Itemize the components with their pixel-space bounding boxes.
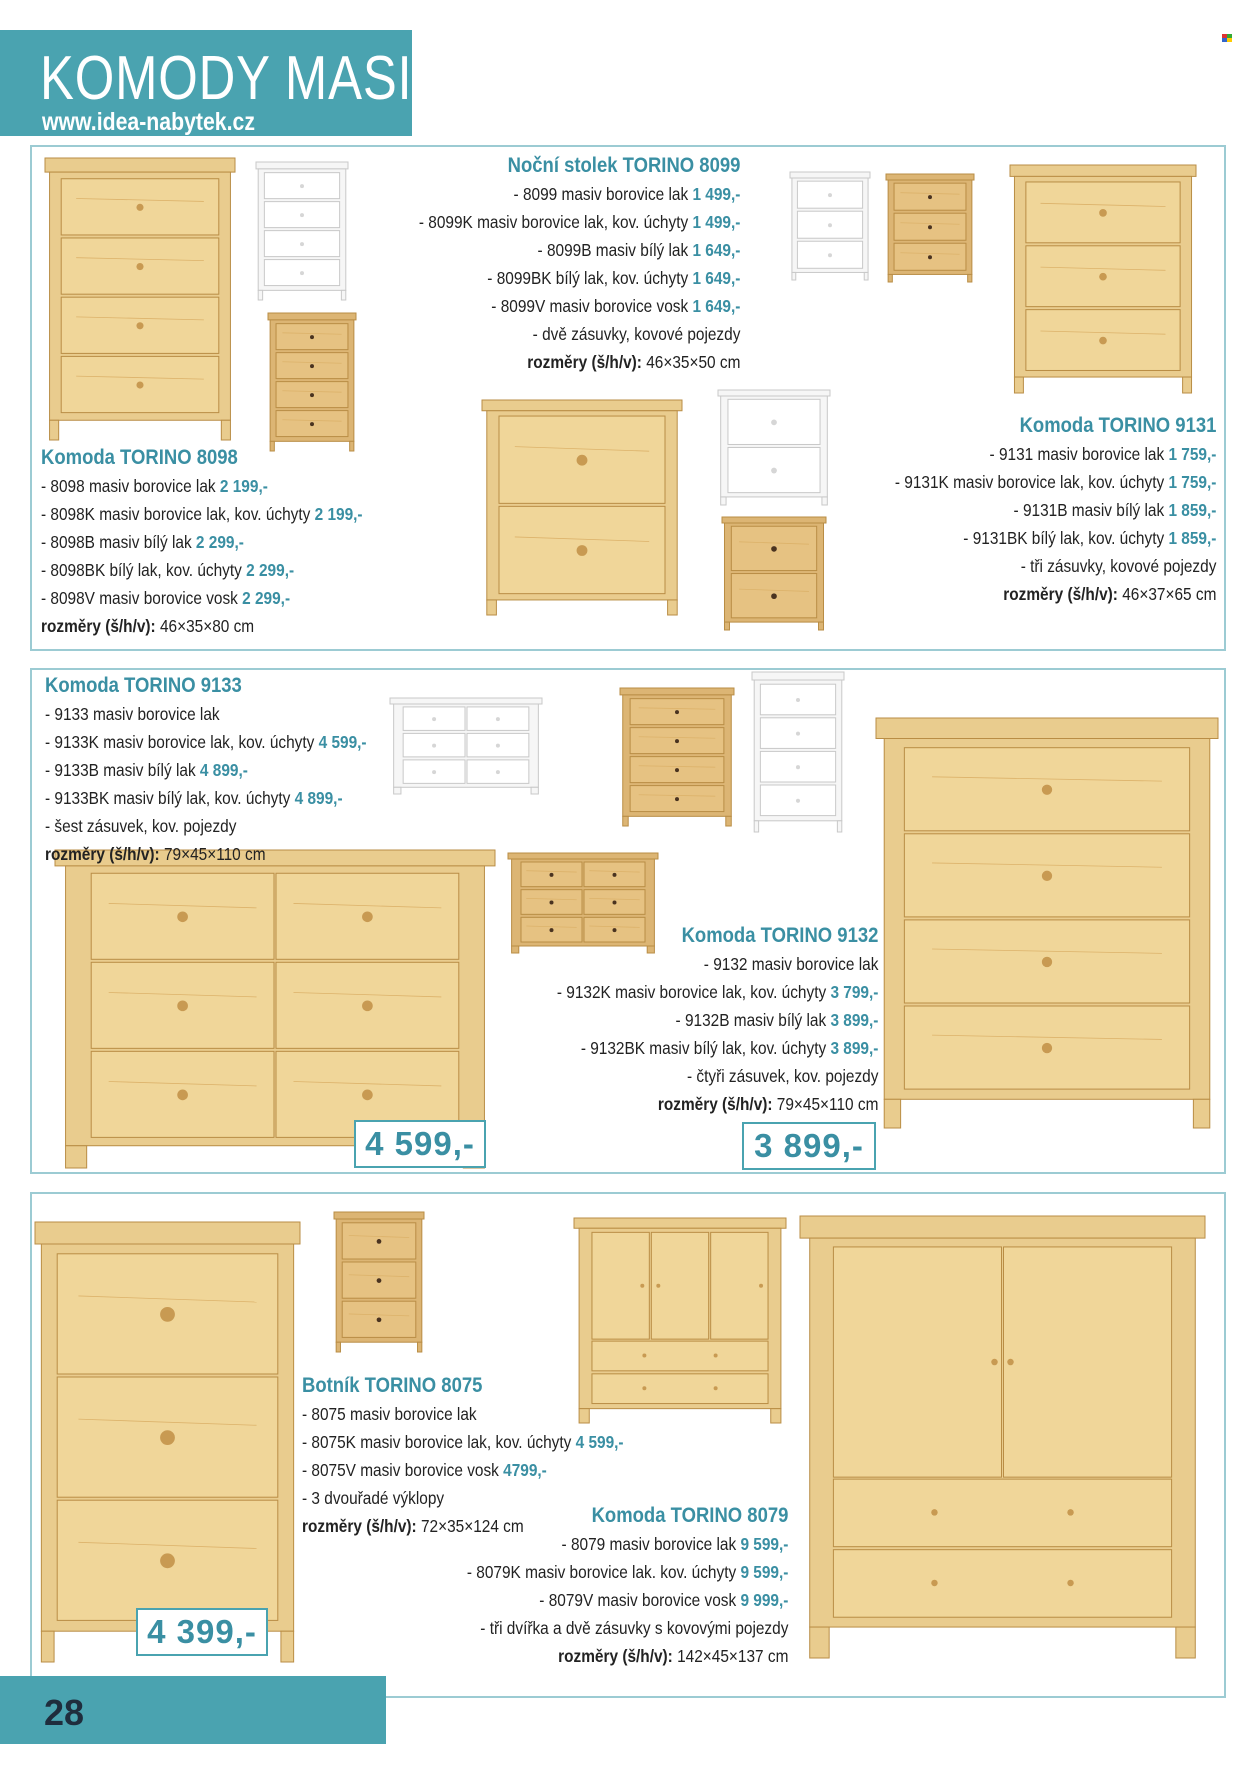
price-tag-9132: 3 899,- <box>742 1122 876 1170</box>
variant-price: 9 599,- <box>740 1562 788 1582</box>
dimensions: rozměry (š/h/v): 79×45×110 cm <box>45 844 266 864</box>
variant-price: 2 199,- <box>219 476 268 496</box>
product-komoda-8098 <box>41 444 406 640</box>
product-title: Komoda TORINO 8098 <box>41 446 238 469</box>
variant-line: - 8099B masiv bílý lak 1 649,- <box>537 240 740 260</box>
variant-line: - 9133BK masiv bílý lak, kov. úchyty 4 899,- <box>45 788 343 808</box>
variant-price: 2 299,- <box>242 588 291 608</box>
variant-price: 4799,- <box>503 1460 547 1480</box>
komoda-9132-pine-image <box>876 718 1218 1128</box>
product-title: Komoda TORINO 9131 <box>1019 414 1216 437</box>
variant-price: 3 899,- <box>830 1010 878 1030</box>
variant-price: 1 649,- <box>692 268 740 288</box>
variant-price: 9 999,- <box>740 1590 788 1610</box>
komoda-9133-white-image <box>390 698 542 794</box>
dimensions: rozměry (š/h/v): 46×35×80 cm <box>41 616 255 636</box>
variant-line: - 8075K masiv borovice lak, kov. úchyty 4 599,- <box>302 1432 624 1452</box>
variant-line: - 9132B masiv bílý lak 3 899,- <box>675 1010 878 1030</box>
dimensions: rozměry (š/h/v): 79×45×110 cm <box>657 1094 878 1114</box>
variant-price: 4 599,- <box>318 732 367 752</box>
variant-line: - 9131K masiv borovice lak, kov. úchyty 1 759,- <box>894 472 1216 492</box>
dimensions: rozměry (š/h/v): 46×37×65 cm <box>1002 584 1216 604</box>
nocni-stolek-8099-white-image <box>718 390 830 505</box>
page-number: 28 <box>44 1692 85 1733</box>
komoda-8079-pine-image <box>800 1216 1205 1658</box>
dimensions: rozměry (š/h/v): 142×45×137 cm <box>557 1646 788 1666</box>
variant-line: - 8099V masiv borovice vosk 1 649,- <box>490 296 740 316</box>
feature-line: - tři dvířka a dvě zásuvky s kovovými pojezdy <box>479 1618 788 1638</box>
variant-line: - 9133K masiv borovice lak, kov. úchyty 4 599,- <box>45 732 367 752</box>
komoda-8098-small-image <box>268 313 356 451</box>
website-url[interactable]: www.idea-nabytek.cz <box>42 108 255 136</box>
variant-price: 2 299,- <box>195 532 244 552</box>
product-title: Komoda TORINO 9133 <box>45 674 242 697</box>
feature-line: - tři zásuvky, kovové pojezdy <box>1020 556 1216 576</box>
variant-line: - 9131B masiv bílý lak 1 859,- <box>1013 500 1216 520</box>
nocni-stolek-8099-pine-image <box>482 400 682 615</box>
variant-line: - 8099 masiv borovice lak 1 499,- <box>513 184 740 204</box>
komoda-9132-small-image <box>620 688 734 826</box>
variant-price: 1 649,- <box>692 296 740 316</box>
variant-line: - 8079 masiv borovice lak 9 599,- <box>561 1534 788 1554</box>
feature-line: - 3 dvouřadé výklopy <box>302 1488 445 1508</box>
price-tag-8075: 4 399,- <box>136 1608 268 1656</box>
product-nocni-8099 <box>375 152 740 376</box>
variant-price: 1 649,- <box>692 240 740 260</box>
variant-line: - 8075 masiv borovice lak <box>302 1404 477 1424</box>
variant-line: - 9132K masiv borovice lak, kov. úchyty 3 799,- <box>556 982 878 1002</box>
nocni-stolek-8099-small-image <box>722 517 826 630</box>
variant-price: 2 199,- <box>314 504 363 524</box>
product-title: Botník TORINO 8075 <box>302 1374 483 1397</box>
komoda-9131-small-image <box>886 174 974 282</box>
variant-line: - 8075V masiv borovice vosk 4799,- <box>302 1460 547 1480</box>
variant-line: - 8079K masiv borovice lak. kov. úchyty 9 599,- <box>466 1562 788 1582</box>
product-title: Noční stolek TORINO 8099 <box>507 154 740 177</box>
variant-price: 4 899,- <box>199 760 248 780</box>
variant-price: 9 599,- <box>740 1534 788 1554</box>
variant-line: - 8098V masiv borovice vosk 2 299,- <box>41 588 291 608</box>
botnik-8075-small-image <box>334 1212 424 1352</box>
variant-line: - 9131BK bílý lak, kov. úchyty 1 859,- <box>962 528 1216 548</box>
variant-price: 1 859,- <box>1168 528 1216 548</box>
variant-line: - 9133B masiv bílý lak 4 899,- <box>45 760 248 780</box>
feature-line: - šest zásuvek, kov. pojezdy <box>45 816 237 836</box>
feature-line: - čtyři zásuvek, kov. pojezdy <box>686 1066 878 1086</box>
variant-price: 1 759,- <box>1168 444 1216 464</box>
product-komoda-9131 <box>851 412 1216 608</box>
variant-line: - 8099BK bílý lak, kov. úchyty 1 649,- <box>486 268 740 288</box>
variant-price: 1 499,- <box>692 184 740 204</box>
variant-price: 1 859,- <box>1168 500 1216 520</box>
product-komoda-8079 <box>423 1502 788 1670</box>
dimensions: rozměry (š/h/v): 46×35×50 cm <box>526 352 740 372</box>
variant-price: 4 599,- <box>575 1432 624 1452</box>
botnik-8075-pine-image <box>35 1222 300 1662</box>
variant-price: 1 499,- <box>692 212 740 232</box>
variant-line: - 8098BK bílý lak, kov. úchyty 2 299,- <box>41 560 295 580</box>
variant-line: - 9132BK masiv bílý lak, kov. úchyty 3 899,- <box>580 1038 878 1058</box>
page-title: KOMODY MASIV <box>40 44 448 113</box>
dimensions: rozměry (š/h/v): 72×35×124 cm <box>302 1516 524 1536</box>
feature-line: - dvě zásuvky, kovové pojezdy <box>532 324 740 344</box>
variant-price: 4 899,- <box>294 788 343 808</box>
variant-line: - 9132 masiv borovice lak <box>703 954 878 974</box>
komoda-8098-pine-image <box>45 158 235 440</box>
variant-price: 3 899,- <box>830 1038 878 1058</box>
product-title: Komoda TORINO 9132 <box>681 924 878 947</box>
variant-price: 2 299,- <box>246 560 295 580</box>
variant-line: - 8098K masiv borovice lak, kov. úchyty 2 199,- <box>41 504 363 524</box>
variant-line: - 9133 masiv borovice lak <box>45 704 220 724</box>
product-title: Komoda TORINO 8079 <box>591 1504 788 1527</box>
variant-line: - 8098 masiv borovice lak 2 199,- <box>41 476 268 496</box>
komoda-9132-white-image <box>752 672 844 832</box>
komoda-8098-white-image <box>256 162 348 300</box>
variant-line: - 8099K masiv borovice lak, kov. úchyty 1 499,- <box>418 212 740 232</box>
komoda-9131-white-image <box>790 172 870 280</box>
product-komoda-9133 <box>45 672 410 868</box>
variant-line: - 8098B masiv bílý lak 2 299,- <box>41 532 244 552</box>
variant-price: 1 759,- <box>1168 472 1216 492</box>
price-tag-9133: 4 599,- <box>354 1120 486 1168</box>
corner-mark-icon <box>1222 34 1232 42</box>
variant-line: - 9131 masiv borovice lak 1 759,- <box>989 444 1216 464</box>
variant-price: 3 799,- <box>830 982 878 1002</box>
variant-line: - 8079V masiv borovice vosk 9 999,- <box>538 1590 788 1610</box>
komoda-9131-pine-image <box>1010 165 1196 393</box>
product-komoda-9132 <box>513 922 878 1118</box>
